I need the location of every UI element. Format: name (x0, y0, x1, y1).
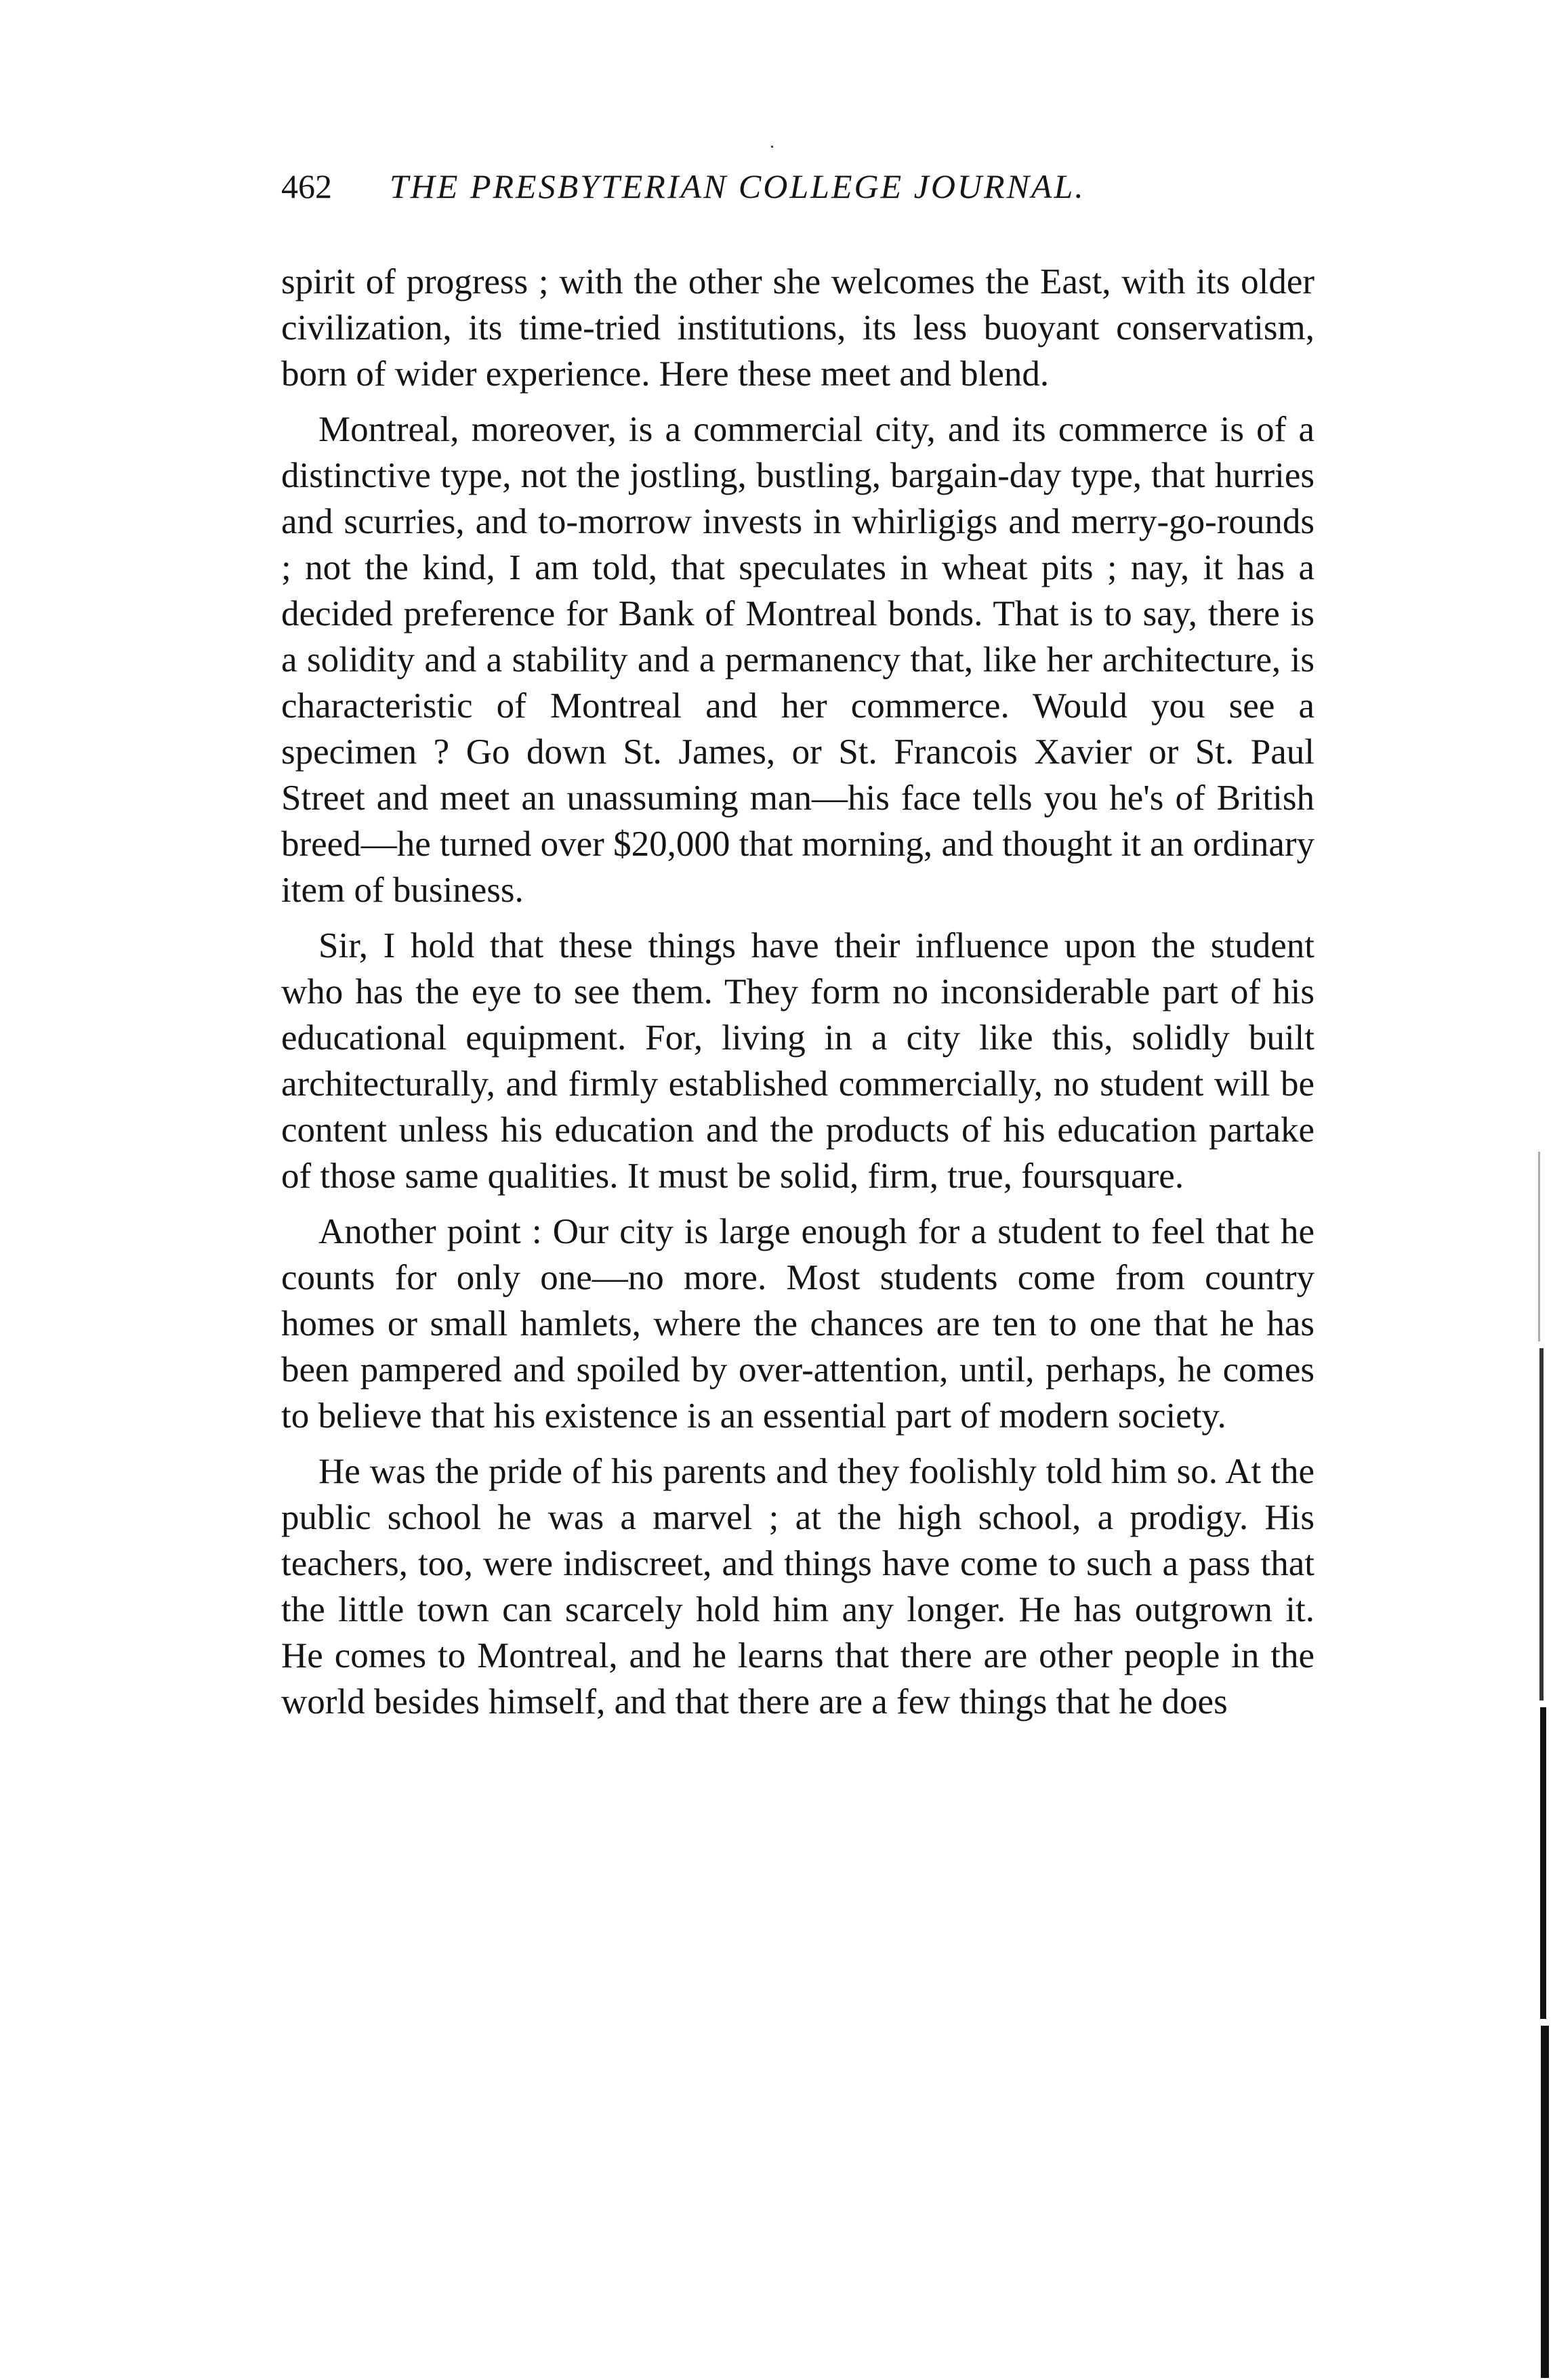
paragraph-another-point: Another point : Our city is large enough for a student to feel that he counts for only one—no more. Most students come from country homes or small hamlets, where the chances are ten to one that he has been pampered and spoiled by over-attention, until, perhaps, he comes to believe that his existence is an essential part of modern society. (281, 1212, 1314, 1436)
paragraph-continuation: spirit of progress ; with the other she welcomes the East, with its older civilization, its time-tried institutions, its less buoyant conservatism, born of wider experience. Here these meet and blend. (281, 262, 1314, 394)
paragraph-student-influence: Sir, I hold that these things have their influence upon the student who has the eye to see them. They form no inconsiderable part of his educational equipment. For, living in a city like this, solidly built architecturally, and firmly established commercially, no student will be content unless his education and the products of his education partake of those same qualities. It must be solid, firm, true, foursquare. (281, 926, 1314, 1196)
running-head (281, 166, 1311, 207)
body-text (281, 259, 1314, 1725)
paragraph-pride-of-parents: He was the pride of his parents and they foolishly told him so. At the public school he was a marvel ; at the high school, a prodigy. His teachers, too, were indiscreet, and things have come to such a pass that the little town can scarcely hold him any longer. He has outgrown it. He comes to Montreal, and he learns that there are other people in the world besides himself, and that there are a few things that he does (281, 1452, 1314, 1721)
print-speck (771, 146, 773, 148)
page-number: 462 (281, 167, 332, 205)
paragraph-montreal-commerce: Montreal, moreover, is a commercial city, and its commerce is of a distinctive type, not the jostling, bustling, bargain-day type, that hurries and scurries, and to-morrow invests in whirligigs and merry-go-rounds ; not the kind, I am told, that speculates in wheat pits ; nay, it has a decided preference for Bank of Montreal bonds. That is to say, there is a solidity and a stability and a permanency that, like her architecture, is characteristic of Montreal and her commerce. Would you see a specimen ? Go down St. James, or St. Francois Xavier or St. Paul Street and meet an unassuming man—his face tells you he's of British breed—he turned over $20,000 that morning, and thought it an ordinary item of business. (281, 410, 1314, 910)
scan-edge-marks (1526, 1125, 1553, 2380)
journal-title: THE PRESBYTERIAN COLLEGE JOURNAL. (390, 167, 1085, 205)
